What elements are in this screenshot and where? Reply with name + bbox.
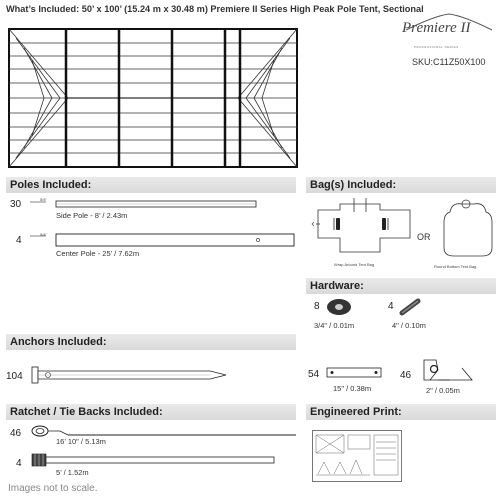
center-pole-label: Center Pole - 25’ / 7.62m <box>56 249 140 258</box>
brand-logo: Premiere II <box>402 20 471 36</box>
sku-label: SKU:C11Z50X100 <box>412 57 486 67</box>
hardware-clip-label: 3/4" / 0.01m <box>314 321 355 330</box>
footer-note: Images not to scale. <box>8 483 98 494</box>
hardware-clip-qty: 8 <box>314 301 320 312</box>
anchors-header: Anchors Included: <box>6 334 296 350</box>
side-pole-qty: 30 <box>10 199 22 210</box>
tieback-label: 16’ 10" / 5.13m <box>56 437 106 446</box>
print-header: Engineered Print: <box>306 404 496 420</box>
stake-qty: 104 <box>6 371 23 382</box>
page-title: What’s Included: 50’ x 100’ (15.24 m x 30.48 m) Premiere II Series High Peak Pole Tent, Sectional <box>6 4 424 14</box>
anchor-plate-icon <box>326 366 382 380</box>
side-pole-dim: 5/4" <box>40 197 47 202</box>
ratchet-strap-icon <box>30 452 280 468</box>
tent-top-view-diagram <box>8 28 298 168</box>
round-bottom-bag-icon <box>440 198 496 260</box>
center-pole-icon <box>30 233 300 249</box>
tie-back-icon <box>30 424 300 438</box>
plate-label: 15" / 0.38m <box>333 384 372 393</box>
side-pole-label: Side Pole - 8’ / 2.43m <box>56 211 128 220</box>
center-pole-qty: 4 <box>16 235 22 246</box>
bags-or-label: OR <box>417 232 431 242</box>
brand-sub: PROFESSIONAL SERIES <box>414 45 459 49</box>
anchor-stake-icon <box>30 364 230 386</box>
tieback-qty: 46 <box>10 428 22 439</box>
wire-rope-clip-icon <box>324 297 354 317</box>
ring-label: 2" / 0.05m <box>426 386 460 395</box>
poles-header: Poles Included: <box>6 177 296 193</box>
center-pole-dim: 5/4" <box>40 232 47 237</box>
ratchet-qty: 4 <box>16 458 22 469</box>
pin-icon <box>398 297 424 317</box>
plate-qty: 54 <box>308 369 320 380</box>
wrap-around-bag-icon <box>316 196 416 258</box>
wrap-bag-label: Wrap Around Tent Bag <box>334 262 375 267</box>
round-bag-label: Round Bottom Tent Bag <box>434 264 477 269</box>
hardware-pin-label: 4" / 0.10m <box>392 321 426 330</box>
bags-header: Bag(s) Included: <box>306 177 496 193</box>
hardware-pin-qty: 4 <box>388 301 394 312</box>
ring-qty: 46 <box>400 370 412 381</box>
engineered-print-thumbnail <box>312 430 402 482</box>
ratchet-label: 5’ / 1.52m <box>56 468 89 477</box>
ratchet-header: Ratchet / Tie Backs Included: <box>6 404 296 420</box>
ring-anchor-icon <box>420 356 476 384</box>
hardware-header: Hardware: <box>306 278 496 294</box>
